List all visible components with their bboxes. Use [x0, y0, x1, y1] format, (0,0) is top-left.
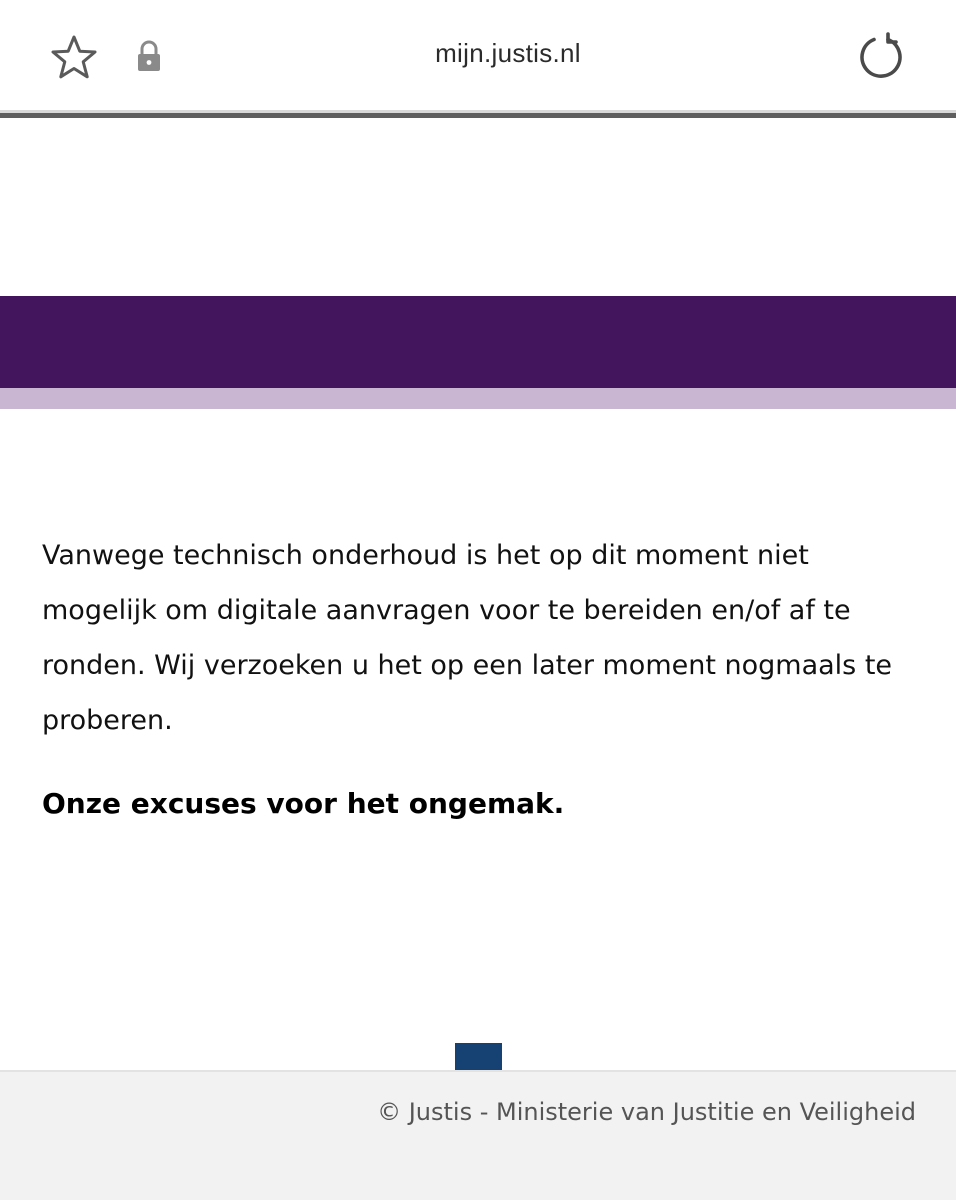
apology-message: Onze excuses voor het ongemak. — [42, 787, 565, 820]
page-load-bar — [0, 113, 956, 118]
site-header-band — [0, 296, 956, 388]
reload-icon[interactable] — [856, 32, 906, 82]
maintenance-notice: Vanwege technisch onderhoud is het op dit moment niet mogelijk om digitale aanvragen voor te bereiden en/of af te ronden. Wij verzoeken u het op een later moment nogmaals te proberen. — [42, 540, 893, 736]
browser-address-bar — [0, 0, 956, 110]
site-footer — [0, 1070, 956, 1200]
site-header-stripe — [0, 388, 956, 409]
footer-copyright: © Justis - Ministerie van Justitie en Veiligheid — [377, 1098, 916, 1126]
footer-accent-tab — [455, 1043, 502, 1070]
url-display[interactable]: mijn.justis.nl — [435, 38, 581, 68]
